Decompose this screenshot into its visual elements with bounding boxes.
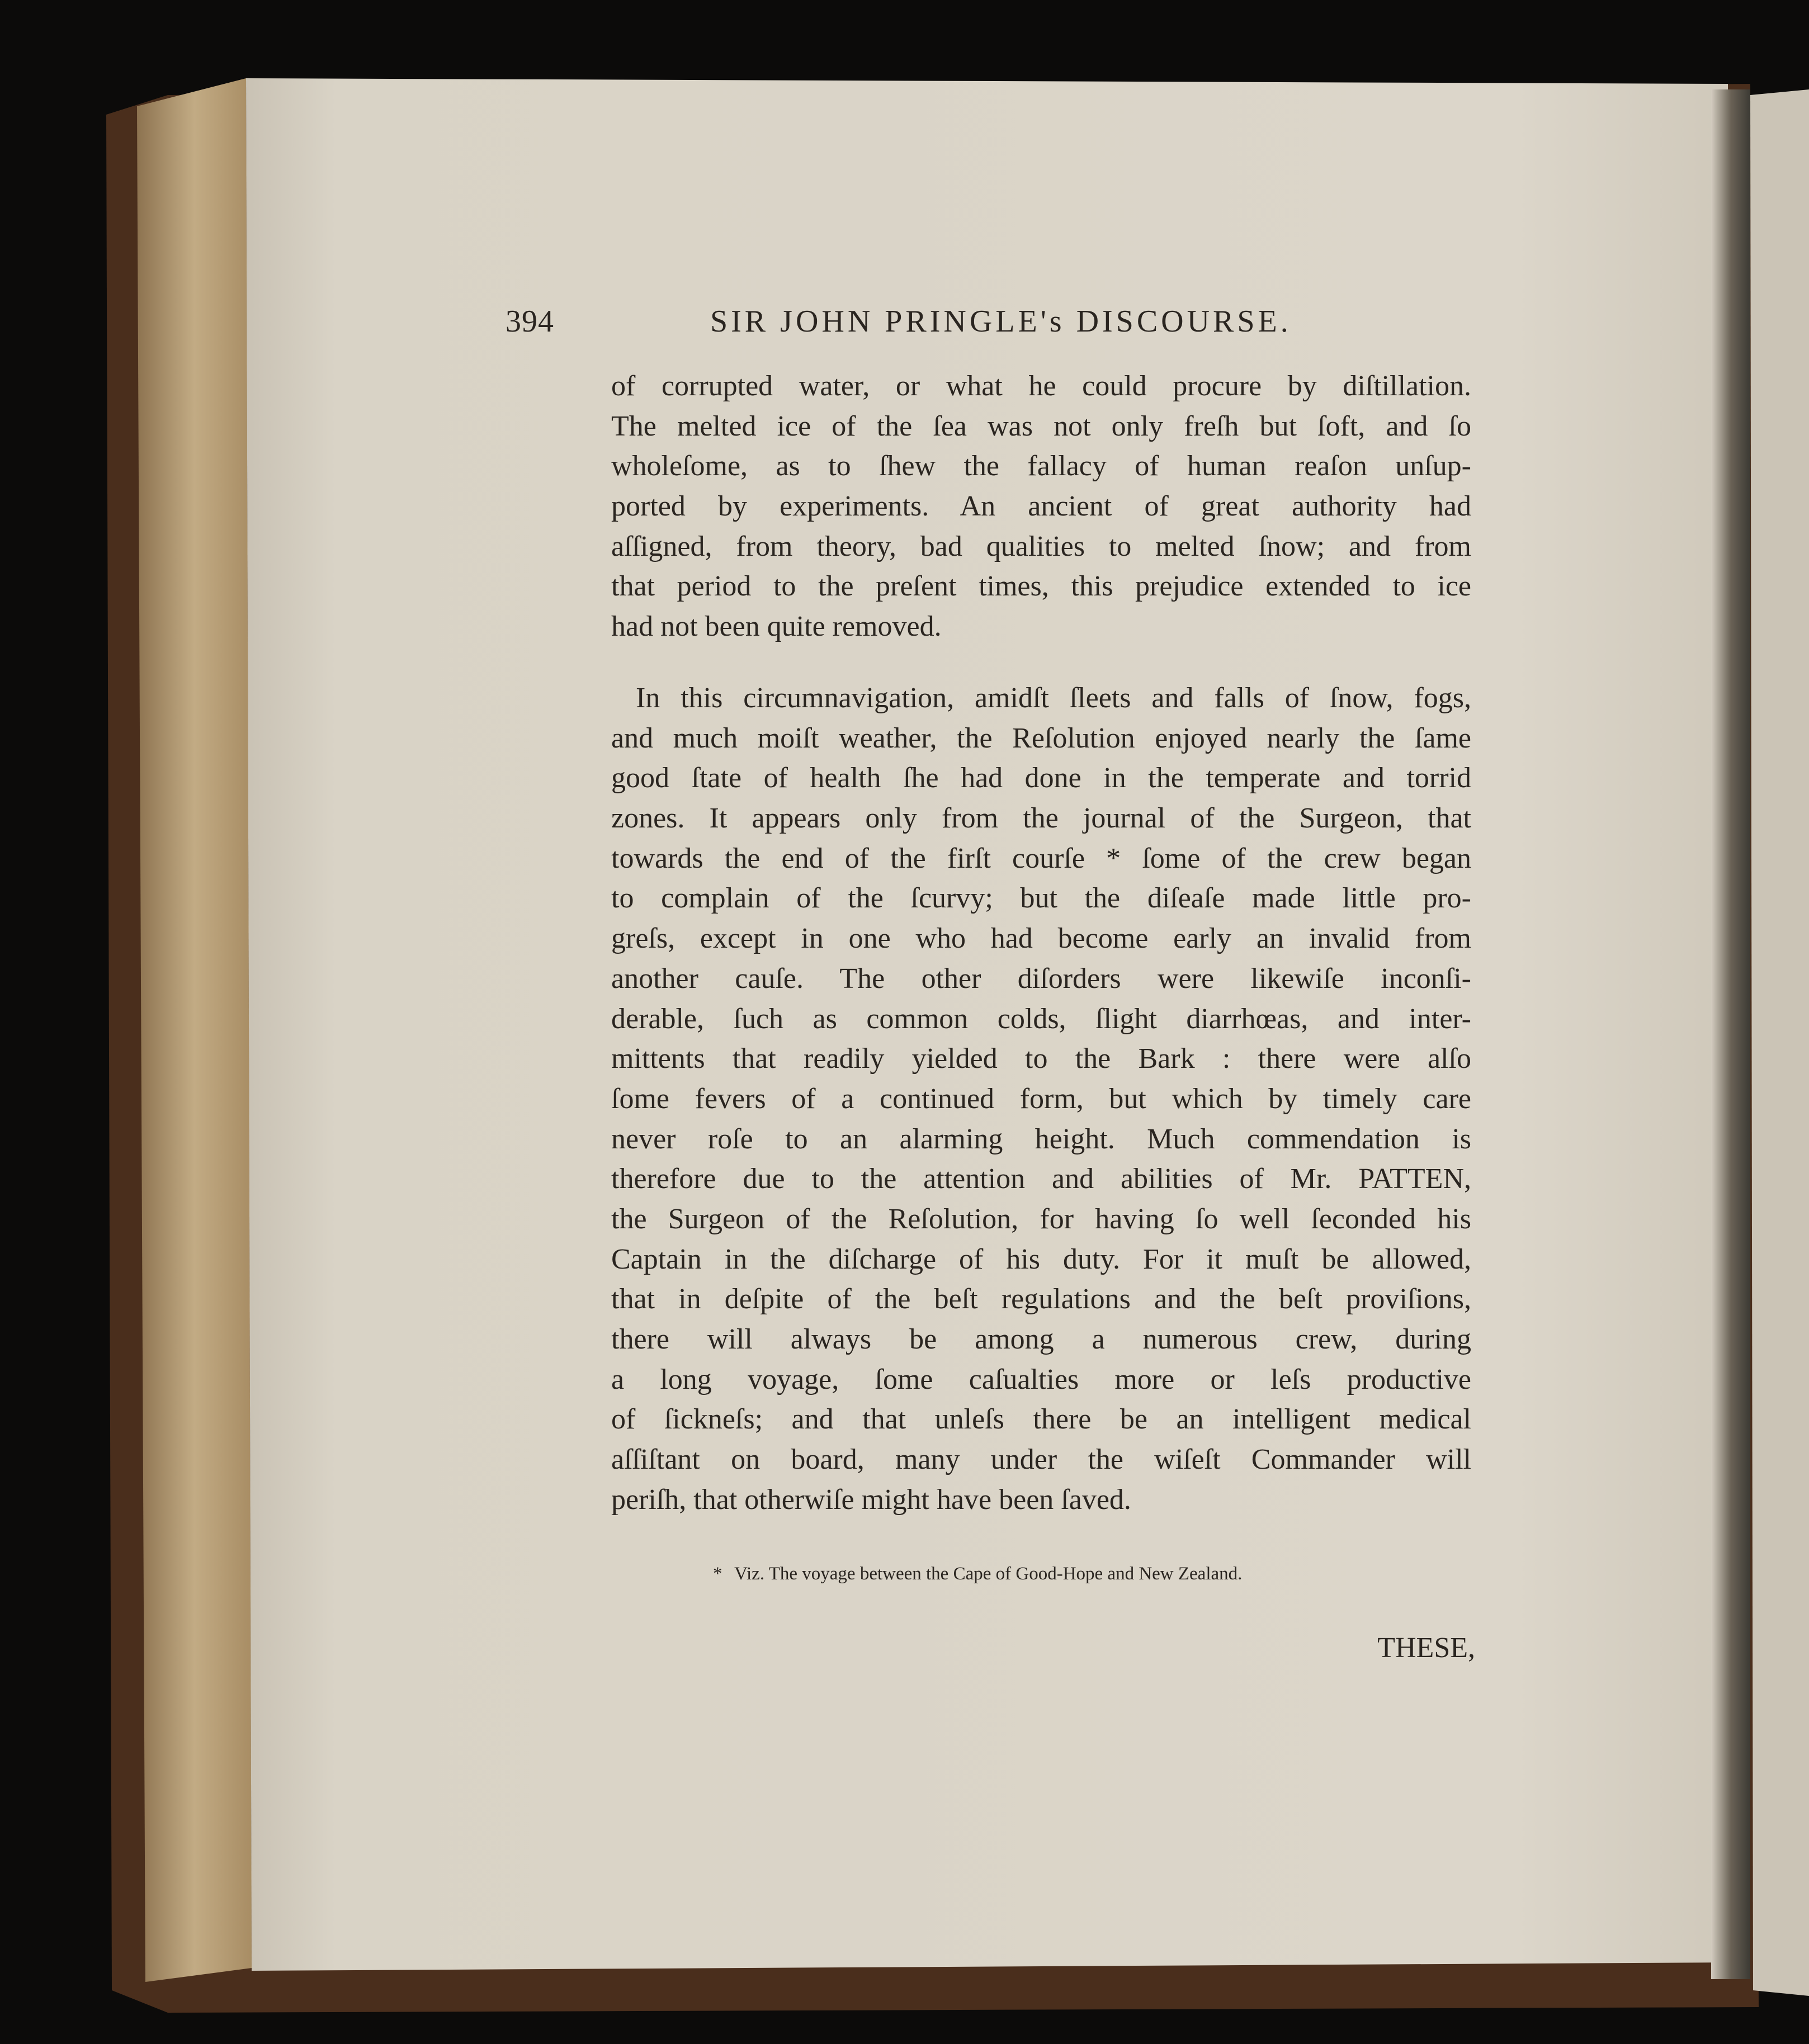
text-line: that in deſpite of the beſt regulations and the beſt proviſions, <box>611 1283 1471 1316</box>
text-line: zones. It appears only from the journal of the Surgeon, that <box>611 802 1471 835</box>
text-line: In this circumnavigation, amidſt ſleets and falls of ſnow, fogs, <box>636 682 1471 714</box>
text-line: periſh, that otherwiſe might have been ſaved. <box>611 1483 1131 1516</box>
text-line: The melted ice of the ſea was not only freſh but ſoft, and ſo <box>611 410 1471 442</box>
text-line: that period to the preſent times, this prejudice extended to ice <box>611 570 1471 603</box>
text-line: the Surgeon of the Reſolution, for having ſo well ſeconded his <box>611 1203 1471 1235</box>
text-line: wholeſome, as to ſhew the fallacy of human reaſon unſup- <box>611 450 1471 482</box>
text-line: therefore due to the attention and abilities of Mr. PATTEN, <box>611 1163 1471 1195</box>
text-line: aſſiſtant on board, many under the wiſeſt Commander will <box>611 1444 1471 1476</box>
paragraph-2 <box>611 678 1471 1520</box>
running-head: SIR JOHN PRINGLE's DISCOURSE. <box>710 304 1292 339</box>
text-line: Captain in the diſcharge of his duty. For it muſt be allowed, <box>611 1243 1471 1275</box>
paragraph-1 <box>611 366 1471 647</box>
text-line: derable, ſuch as common colds, ſlight diarrhœas, and inter- <box>611 1002 1471 1035</box>
text-line: good ſtate of health ſhe had done in the temperate and torrid <box>611 762 1471 794</box>
text-line: of ſickneſs; and that unleſs there be an intelligent medical <box>611 1403 1471 1436</box>
text-line: ſome fevers of a continued form, but which by timely care <box>611 1082 1471 1115</box>
text-line: ported by experiments. An ancient of great authority had <box>611 490 1471 523</box>
text-line: of corrupted water, or what he could procure by diſtillation. <box>611 370 1471 402</box>
text-line: greſs, except in one who had become early an invalid from <box>611 922 1471 955</box>
footnote-text: Viz. The voyage between the Cape of Good-Hope and New Zealand. <box>734 1564 1243 1584</box>
footnote-mark: * <box>713 1564 722 1584</box>
text-line: a long voyage, ſome caſualties more or leſs productive <box>611 1363 1471 1395</box>
text-line: had not been quite removed. <box>611 611 942 643</box>
footnote <box>713 1560 1373 1588</box>
catchword: THESE, <box>1377 1632 1475 1664</box>
page-number: 394 <box>506 304 554 339</box>
text-line: to complain of the ſcurvy; but the diſeaſe made little pro- <box>611 882 1471 915</box>
text-line: and much moiſt weather, the Reſolution enjoyed nearly the ſame <box>611 722 1471 754</box>
text-line: never roſe to an alarming height. Much commendation is <box>611 1123 1471 1155</box>
text-line: aſſigned, from theory, bad qualities to melted ſnow; and from <box>611 530 1471 562</box>
text-line: mittents that readily yielded to the Bark : there were alſo <box>611 1043 1471 1075</box>
text-line: another cauſe. The other diſorders were likewiſe inconſi- <box>611 962 1471 995</box>
text-line: there will always be among a numerous crew, during <box>611 1323 1471 1355</box>
text-line: towards the end of the firſt courſe * ſome of the crew began <box>611 842 1471 874</box>
